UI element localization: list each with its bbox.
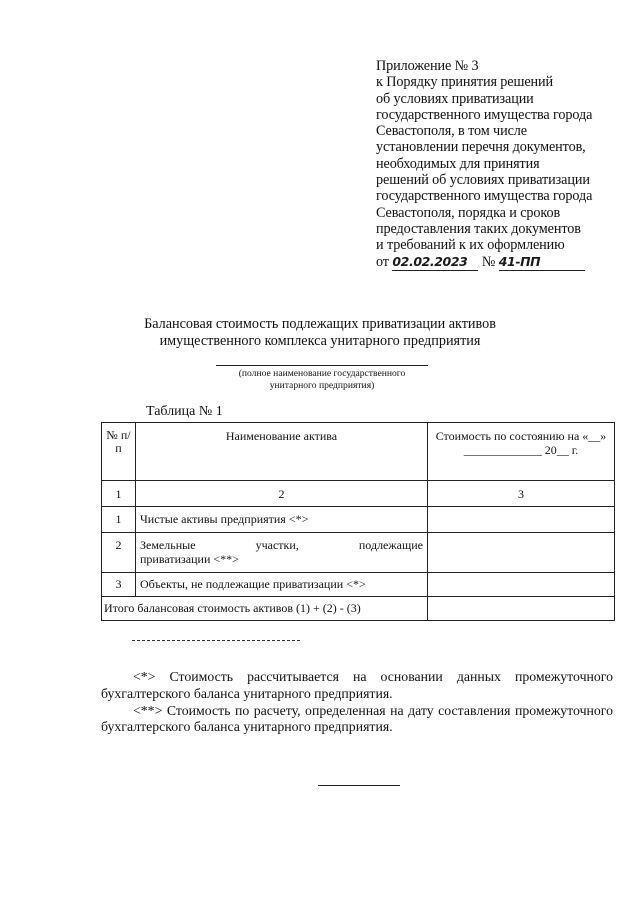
appendix-line: Севастополя, в том числе: [376, 123, 527, 140]
handwritten-number: 41-ПП: [499, 254, 585, 271]
row-num: 1: [102, 507, 136, 533]
row-num: 2: [102, 533, 136, 573]
header-name: Наименование актива: [136, 423, 428, 481]
title-line-2: имущественного комплекса унитарного предприятия: [159, 333, 481, 349]
footnote: <**> Стоимость по расчету, определенная на дату составления промежуточного бухгалтерского баланса унитарного предприятия.: [101, 702, 613, 735]
row-name: [136, 533, 428, 573]
table-row: [102, 507, 615, 533]
title-line-1: Балансовая стоимость подлежащих приватизации активов: [144, 316, 496, 332]
document-title: [120, 316, 520, 350]
appendix-line: Севастополя, порядка и сроков: [376, 204, 561, 221]
appendix-line: государственного имущества города: [376, 106, 593, 123]
appendix-line: государственного имущества города: [376, 188, 593, 205]
date-prefix: от: [376, 253, 389, 270]
table-index-row: [102, 481, 615, 507]
row-value: [428, 533, 615, 573]
appendix-line: установлении перечня документов,: [376, 139, 586, 156]
index-cell: 1: [102, 481, 136, 507]
row-value: [428, 573, 615, 597]
total-label: Итого балансовая стоимость активов (1) + (2) - (3): [102, 597, 428, 621]
appendix-line: Приложение № 3: [376, 58, 479, 74]
row-name-part: приватизации <**>: [140, 552, 239, 566]
header-num: № п/п: [102, 423, 136, 481]
hint-line-1: (полное наименование государственного: [238, 368, 406, 379]
appendix-line: предоставления таких документов: [376, 220, 581, 237]
table-row: [102, 573, 615, 597]
appendix-header: [376, 58, 626, 271]
enterprise-name-hint: [220, 368, 424, 392]
index-cell: 2: [136, 481, 428, 507]
table-total-row: [102, 597, 615, 621]
row-value: [428, 507, 615, 533]
table-header-row: [102, 423, 615, 481]
row-name: Чистые активы предприятия <*>: [136, 507, 428, 533]
appendix-date-line: [376, 254, 626, 271]
index-cell: 3: [428, 481, 615, 507]
enterprise-name-line: [216, 365, 428, 366]
number-sign: №: [481, 253, 496, 270]
handwritten-date: 02.02.2023: [392, 254, 478, 271]
table-row: [102, 533, 615, 573]
appendix-line: необходимых для принятия: [376, 155, 540, 172]
appendix-line: решений об условиях приватизации: [376, 172, 590, 189]
appendix-line: к Порядку принятия решений: [376, 74, 554, 91]
appendix-line: и требований к их оформлению: [376, 237, 565, 254]
appendix-line: об условиях приватизации: [376, 90, 534, 107]
end-line: [318, 785, 400, 786]
row-name-part: Земельные участки, подлежащие: [140, 538, 423, 552]
footnotes-separator: [132, 640, 300, 641]
total-value: [428, 597, 615, 621]
footnote: <*> Стоимость рассчитывается на основании данных промежуточного бухгалтерского баланса унитарного предприятия.: [101, 669, 613, 701]
footnotes: [101, 669, 613, 736]
header-value: Стоимость по состоянию на «__» _____________ 20__ г.: [428, 423, 615, 481]
hint-line-2: унитарного предприятия): [269, 380, 375, 391]
assets-table: [101, 422, 615, 621]
row-num: 3: [102, 573, 136, 597]
table-caption: Таблица № 1: [146, 404, 223, 419]
row-name: Объекты, не подлежащие приватизации <*>: [136, 573, 428, 597]
